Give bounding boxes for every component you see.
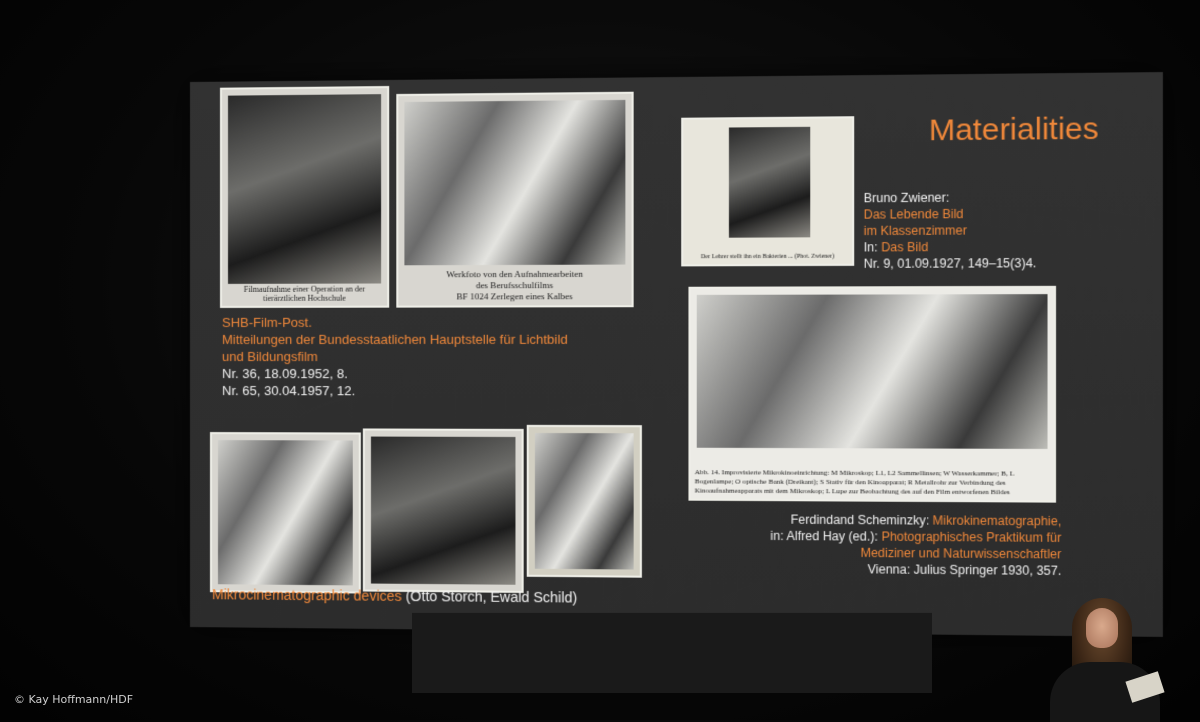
speaker-figure xyxy=(1050,598,1160,720)
zwiener-title-line2: im Klassenzimmer xyxy=(863,223,967,239)
zwiener-reference xyxy=(864,189,1037,272)
stage-podium xyxy=(412,612,932,693)
photo-operation-filming xyxy=(220,86,389,308)
projection-screen xyxy=(190,72,1163,637)
shb-subtitle-line2: und Bildungsfilm xyxy=(221,348,318,365)
shb-subtitle-line1: Mitteilungen der Bundesstaatlichen Hauptstelle für Lichtbild xyxy=(221,331,568,347)
shb-reference xyxy=(222,313,568,399)
zwiener-title-line1: Das Lebende Bild xyxy=(863,206,964,222)
photo-credit: © Kay Hoffmann/HDF xyxy=(14,693,134,706)
zwiener-issue: Nr. 9, 01.09.1927, 149–15(3)4. xyxy=(863,255,1037,271)
photo-caption-line: Werkfoto von den Aufnahmearbeiten xyxy=(446,268,583,280)
devices-caption-title: Mikrocinematographic devices xyxy=(211,586,402,604)
photo-microcinema-device xyxy=(527,425,642,578)
microscope-figure-caption: Abb. 14. Improvisierte Mikrokinoeinrichtung: M Mikroskop; L1, L2 Sammellinsen; W Wasserkammer; B, L Bogenlampe; O optische Bank (Dreikant); S Stativ für den Kinoapparat; R Metallrohr zur Verbindung des Kinoaufnahmeapparats mit dem Mikroskop; L Lupe zur Beobachtung des auf den Film entworfenen Bildes xyxy=(694,468,1014,497)
photo-lab-equipment xyxy=(210,432,361,593)
photo-caption: Filmaufnahme einer Operation an der tierärztlichen Hochschule xyxy=(243,284,366,303)
slide-title: Materialities xyxy=(928,112,1099,148)
springer-publisher: Vienna: Julius Springer 1930, 357. xyxy=(867,562,1062,579)
photo-caption-line: BF 1024 Zerlegen eines Kalbes xyxy=(456,291,573,302)
photo-caption-line: des Berufsschulfilms xyxy=(475,280,554,291)
hay-title-line2: Mediziner und Naturwissenschaftler xyxy=(860,545,1062,562)
photo-film-set xyxy=(396,92,633,308)
photo-classroom-microscope xyxy=(681,116,854,266)
devices-caption-authors: (Otto Storch, Ewald Schild) xyxy=(401,587,578,606)
shb-issue-1: Nr. 36, 18.09.1952, 8. xyxy=(221,366,348,382)
zwiener-author: Bruno Zwiener: xyxy=(863,190,950,206)
photo-caption: Der Lehrer stellt ihn ein Bakterien ... (Phot. Zwiener) xyxy=(700,253,835,261)
zwiener-journal: Das Bild xyxy=(881,239,929,255)
photo-scientist-microscope xyxy=(363,428,524,592)
shb-title: SHB-Film-Post. xyxy=(221,314,312,330)
scheminzky-reference xyxy=(740,511,1061,579)
hay-title-line1: Photographisches Praktikum für xyxy=(881,529,1062,546)
shb-issue-2: Nr. 65, 30.04.1957, 12. xyxy=(221,383,356,399)
devices-caption xyxy=(212,586,577,606)
zwiener-in-label: In: xyxy=(863,240,882,255)
scheminzky-title: Mikrokinematographie, xyxy=(932,513,1062,529)
photo-microscope-apparatus xyxy=(688,286,1056,503)
hay-editor: in: Alfred Hay (ed.): xyxy=(770,528,882,544)
scheminzky-author: Ferdindand Scheminzky: xyxy=(790,512,933,528)
